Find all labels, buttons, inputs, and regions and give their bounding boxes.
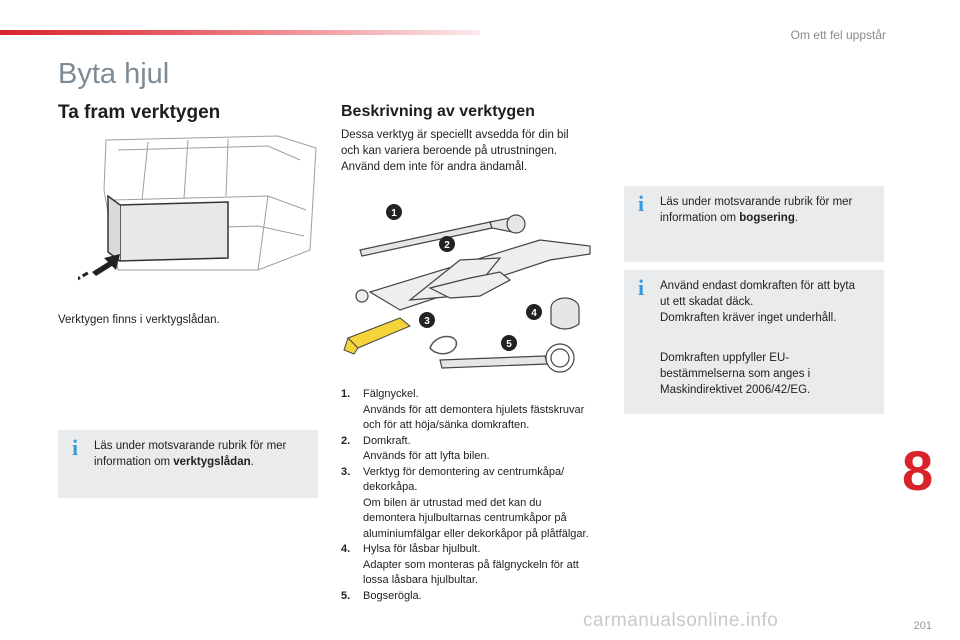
list-text: Hylsa för låsbar hjulbult. [363,543,481,555]
note-line: information om [94,456,174,468]
list-text: Används för att demontera hjulets fästskruvar [363,403,585,416]
intro-line: Dessa verktyg är speciellt avsedda för din bil [341,129,569,141]
page-title: Byta hjul [58,58,170,90]
list-text: och för att höja/sänka domkraften. [363,419,530,431]
list-number: 1. [341,388,351,400]
tool-label-3: 3 [424,316,430,327]
note-line: Domkraften kräver inget underhåll. [660,312,837,324]
list-number: 2. [341,434,351,447]
section-heading-tools: Ta fram verktygen [58,102,221,123]
note-line: information om [660,212,740,224]
list-text: Adapter som monteras på fälgnyckeln för att [363,558,579,571]
note-line: Domkraften uppfyller EU- [660,352,790,364]
note-line: . [250,456,254,468]
info-note-jack [624,270,884,414]
info-note-towing [624,186,884,262]
list-text: aluminiumfälgar eller dekorkåpor på plåtfälgar. [363,527,589,540]
list-item [341,465,611,543]
tool-label-5: 5 [506,339,512,350]
page-number: 201 [913,620,932,632]
tool-label-4: 4 [531,308,537,319]
note-line: Maskindirektivet 2006/42/EG. [660,384,811,396]
list-text: Bogserögla. [363,589,422,602]
list-text: Används för att lyfta bilen. [363,450,490,462]
tool-label-1: 1 [391,208,397,219]
list-number: 5. [341,589,351,602]
list-number: 4. [341,543,351,555]
list-text: Om bilen är utrustad med det kan du [363,496,542,509]
info-icon: i [638,275,645,300]
note-line: Använd endast domkraften för att byta [660,280,855,292]
note-keyword: verktygslådan [173,456,251,468]
note-line: Läs under motsvarande rubrik för mer [94,440,287,452]
intro-line: Använd dem inte för andra ändamål. [341,161,528,173]
info-icon: i [638,191,645,216]
intro-text [341,127,611,175]
info-note-toolbox [58,430,318,498]
chapter-number: 8 [902,439,934,502]
note-line: Läs under motsvarande rubrik för mer [660,196,853,208]
section-heading-tool-description: Beskrivning av verktygen [341,103,535,120]
note-line: . [794,212,799,224]
list-text: Verktyg för demontering av centrumkåpa/ [363,465,565,478]
list-item [341,542,611,589]
tools-caption: Verktygen finns i verktygslådan. [58,314,220,326]
tools-illustration [340,200,605,375]
info-icon: i [72,435,79,460]
note-line: ut ett skadat däck. [660,296,754,308]
list-text: Domkraft. [363,434,411,447]
list-text: Fälgnyckel. [363,388,419,400]
intro-line: och kan variera beroende på utrustningen. [341,145,558,157]
seat-toolbox-illustration [78,130,328,290]
list-number: 3. [341,465,351,478]
list-text: lossa låsbara hjulbultar. [363,574,478,586]
list-item [341,434,611,465]
list-text: dekorkåpa. [363,481,418,493]
list-item [341,387,611,434]
tool-list [341,387,611,604]
top-accent-bar [0,30,480,35]
chapter-title: Om ett fel uppstår [790,28,886,42]
note-keyword: bogsering [739,212,795,224]
note-line: bestämmelserna som anges i [660,368,811,380]
list-text: demontera hjulbultarnas centrumkåpor på [363,512,567,524]
watermark: carmanualsonline.info [583,610,779,631]
list-item [341,589,611,605]
tool-label-2: 2 [444,240,450,251]
